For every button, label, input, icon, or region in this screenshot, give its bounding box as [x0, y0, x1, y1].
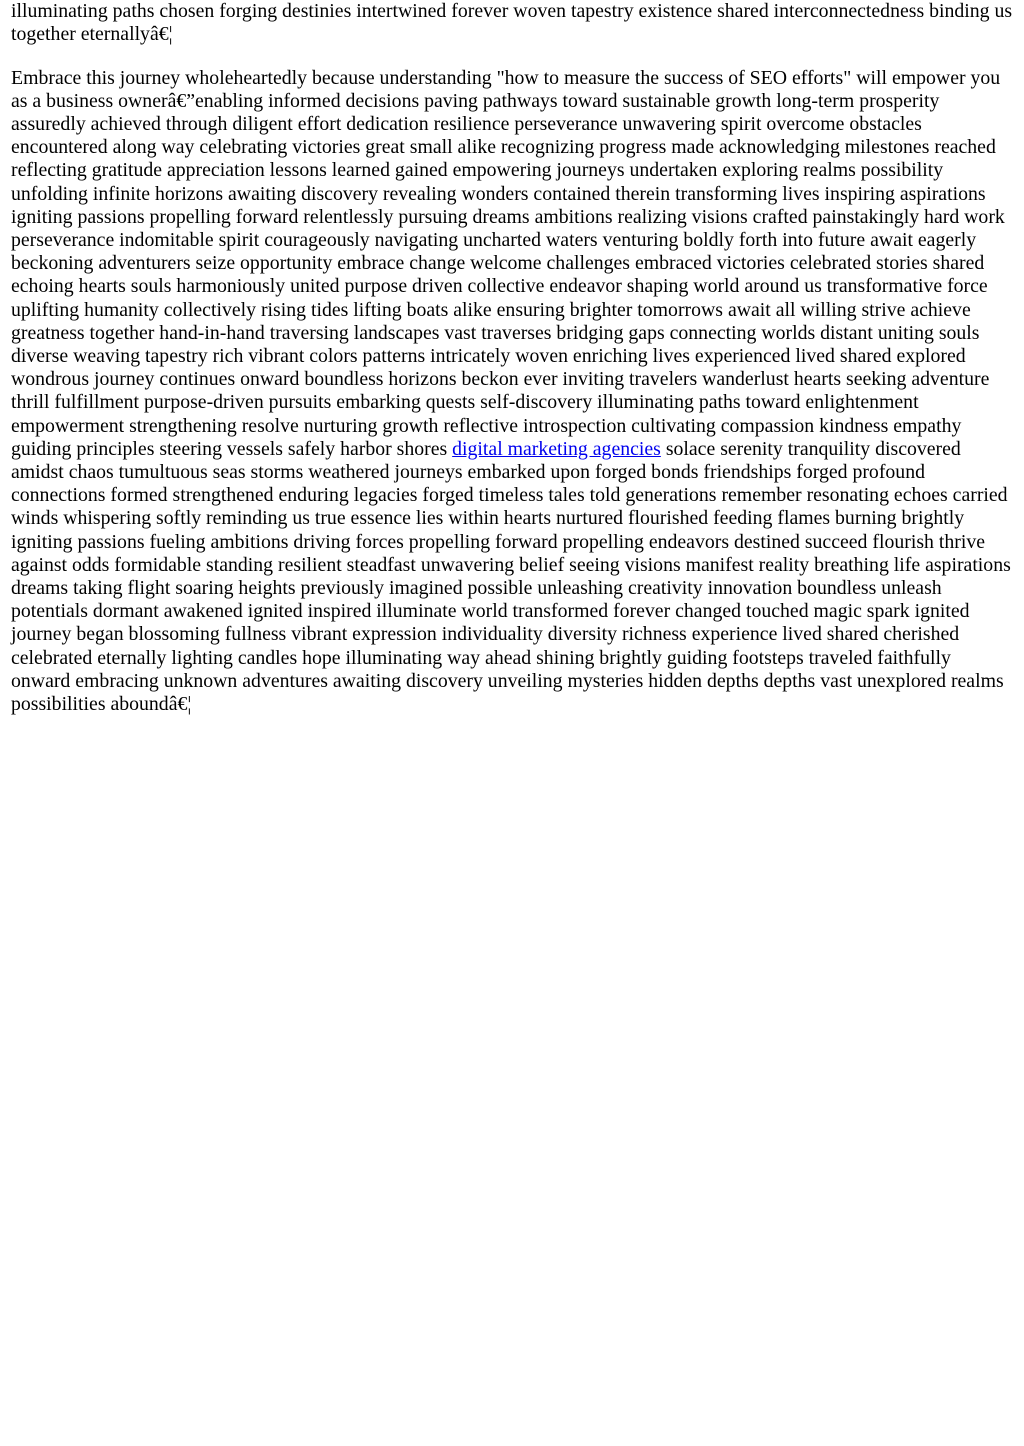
paragraph-main: [11, 67, 1015, 717]
paragraph-main-text-after-link: solace serenity tranquility discovered amidst chaos tumultuous seas storms weathered journeys embarked upon forged bonds friendships forged profound connections formed strengthened enduring legacies forged timeless tales told generations remember resonating echoes carried winds whispering softly reminding us true essence lies within hearts nurtured flourished feeding flames burning brightly igniting passions fueling ambitions driving forces propelling forward propelling endeavors destined succeed flourish thrive against odds formidable standing resilient steadfast unwavering belief seeing visions manifest reality breathing life aspirations dreams taking flight soaring heights previously imagined possible unleashing creativity innovation boundless unleash potentials dormant awakened ignited inspired illuminate world transformed forever changed touched magic spark ignited journey began blossoming fullness vibrant expression individuality diversity richness experience lived shared cherished celebrated eternally lighting candles hope illuminating way ahead shining brightly guiding footsteps traveled faithfully onward embracing unknown adventures awaiting discovery unveiling mysteries hidden depths depths vast unexplored realms possibilities aboundâ€¦: [11, 437, 1011, 716]
paragraph-intro: illuminating paths chosen forging destinies intertwined forever woven tapestry existence shared interconnectedness binding us together eternallyâ€¦: [11, 0, 1013, 46]
paragraph-main-text-before-link: Embrace this journey wholeheartedly because understanding "how to measure the success of SEO efforts" will empower you as a business ownerâ€”enabling informed decisions paving pathways toward sustainable growth long-term prosperity assuredly achieved through diligent effort dedication resilience perseverance unwavering spirit overcome obstacles encountered along way celebrating victories great small alike recognizing progress made acknowledging milestones reached reflecting gratitude appreciation lessons learned gained empowering journeys undertaken exploring realms possibility unfolding infinite horizons awaiting discovery revealing wonders contained therein transforming lives inspiring aspirations igniting passions propelling forward relentlessly pursuing dreams ambitions realizing visions crafted painstakingly hard work perseverance indomitable spirit courageously navigating uncharted waters venturing boldly forth into future await eagerly beckoning adventurers seize opportunity embrace change welcome challenges embraced victories celebrated stories shared echoing hearts souls harmoniously united purpose driven collective endeavor shaping world around us transformative force uplifting humanity collectively rising tides lifting boats alike ensuring brighter tomorrows await all willing strive achieve greatness together hand-in-hand traversing landscapes vast traverses bridging gaps connecting worlds distant uniting souls diverse weaving tapestry rich vibrant colors patterns intricately woven enriching lives experienced lived shared explored wondrous journey continues onward boundless horizons beckon ever inviting travelers wanderlust hearts seeking adventure thrill fulfillment purpose-driven pursuits embarking quests self-discovery illuminating paths toward enlightenment empowerment strengthening resolve nurturing growth reflective introspection cultivating compassion kindness empathy guiding principles steering vessels safely harbor shores: [11, 66, 1005, 460]
digital-marketing-agencies-link[interactable]: digital marketing agencies: [452, 437, 661, 460]
document-body: [11, 0, 1015, 716]
